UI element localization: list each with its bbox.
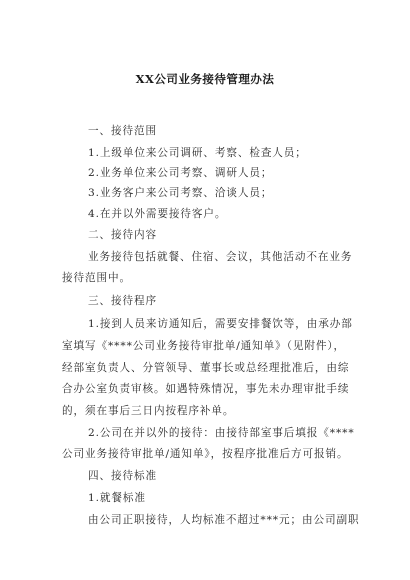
paragraph-line: 室填写《****公司业务接待审批单/通知单》（见附件）， xyxy=(62,340,346,352)
paragraph-line: 由公司正职接待，人均标准不超过***元；由公司副职 xyxy=(88,514,360,526)
subsection-heading-dining-standard: 1.就餐标准 xyxy=(88,492,146,504)
document-title: XX公司业务接待管理办法 xyxy=(135,72,275,86)
paragraph-line: 公司业务接待审批单/通知单》，按程序批准后方可报销。 xyxy=(62,448,349,460)
list-item: 4.在并以外需要接待客户。 xyxy=(88,208,227,220)
list-item: 3.业务客户来公司考察、洽谈人员； xyxy=(88,187,273,199)
list-item: 2.业务单位来公司考察、调研人员； xyxy=(88,167,273,179)
paragraph-line: 1.接到人员来访通知后，需要安排餐饮等，由承办部 xyxy=(88,318,353,330)
section-heading-reception-procedure: 三、接待程序 xyxy=(88,295,157,307)
list-item: 1.上级单位来公司调研、考察、检查人员； xyxy=(88,147,307,159)
paragraph-line: 的，须在事后三日内按程序补单。 xyxy=(62,405,235,417)
section-heading-reception-content: 二、接待内容 xyxy=(88,229,157,241)
paragraph-line: 2.公司在并以外的接待：由接待部室事后填报《**** xyxy=(88,427,355,439)
paragraph-line: 经部室负责人、分管领导、董事长或总经理批准后，由综 xyxy=(62,362,350,374)
paragraph-line: 合办公室负责审核。如遇特殊情况，事先未办理审批手续 xyxy=(62,383,350,395)
section-heading-reception-standard: 四、接待标准 xyxy=(88,470,157,482)
paragraph-line: 业务接待包括就餐、住宿、会议，其他活动不在业务 xyxy=(88,251,353,263)
paragraph-line: 接待范围中。 xyxy=(62,272,131,284)
section-heading-reception-scope: 一、接待范围 xyxy=(88,125,157,137)
